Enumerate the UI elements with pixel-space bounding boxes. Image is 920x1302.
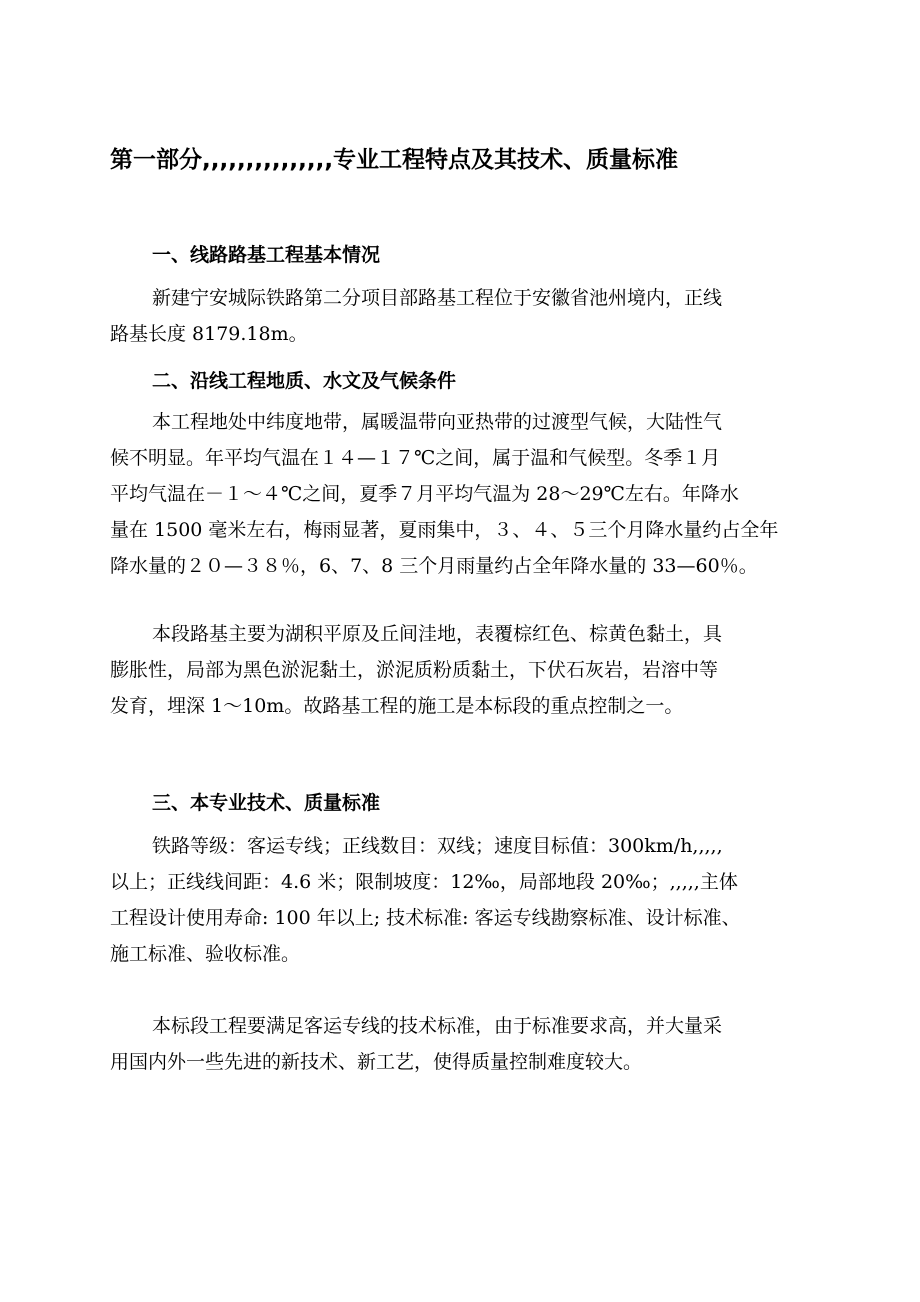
paragraph-line: 施工标准、验收标准。 (110, 943, 301, 965)
paragraph-line: 降水量的２０—３８％，6、7、8 三个月雨量约占全年降水量的 33—60％。 (110, 555, 758, 577)
section-2-paragraph-climate (110, 404, 812, 584)
section-heading-3: 三、本专业技术、质量标准 (152, 792, 381, 814)
paragraph-line: 以上；正线线间距：4.6 米；限制坡度：12‰，局部地段 20‰；,,,,,主体 (110, 871, 738, 893)
section-2-paragraph-geology (110, 616, 812, 724)
section-1-paragraph (110, 280, 812, 352)
document-title: 第一部分,,,,,,,,,,,,,,,专业工程特点及其技术、质量标准 (110, 147, 679, 173)
section-heading-1: 一、线路路基工程基本情况 (152, 244, 381, 266)
paragraph-line: 本标段工程要满足客运专线的技术标准，由于标准要求高，并大量采 (152, 1015, 723, 1037)
paragraph-line: 用国内外一些先进的新技术、新工艺，使得质量控制难度较大。 (110, 1051, 643, 1073)
paragraph-line: 平均气温在－１～４℃之间，夏季７月平均气温为 28～29℃左右。年降水 (110, 483, 739, 505)
paragraph-line: 路基长度 8179.18m。 (110, 323, 308, 345)
paragraph-line: 铁路等级：客运专线；正线数目：双线；速度目标值：300km/h,,,,, (152, 835, 723, 857)
paragraph-line: 本工程地处中纬度地带，属暖温带向亚热带的过渡型气候，大陆性气 (152, 411, 723, 433)
section-3-paragraph-standards (110, 828, 812, 972)
paragraph-line: 新建宁安城际铁路第二分项目部路基工程位于安徽省池州境内，正线 (152, 287, 723, 309)
paragraph-line: 量在 1500 毫米左右，梅雨显著，夏雨集中，３、４、５三个月降水量约占全年 (110, 519, 779, 541)
section-3-paragraph-summary (110, 1008, 812, 1080)
paragraph-line: 本段路基主要为湖积平原及丘间洼地，表覆棕红色、棕黄色黏土，具 (152, 623, 723, 645)
paragraph-line: 膨胀性，局部为黑色淤泥黏土，淤泥质粉质黏土，下伏石灰岩，岩溶中等 (110, 659, 719, 681)
paragraph-line: 工程设计使用寿命: 100 年以上; 技术标准: 客运专线勘察标准、设计标准、 (110, 907, 741, 929)
section-heading-2: 二、沿线工程地质、水文及气候条件 (152, 370, 457, 392)
paragraph-line: 候不明显。年平均气温在１４—１７℃之间，属于温和气候型。冬季１月 (110, 447, 721, 469)
paragraph-line: 发育，埋深 1～10m。故路基工程的施工是本标段的重点控制之一。 (110, 695, 684, 717)
